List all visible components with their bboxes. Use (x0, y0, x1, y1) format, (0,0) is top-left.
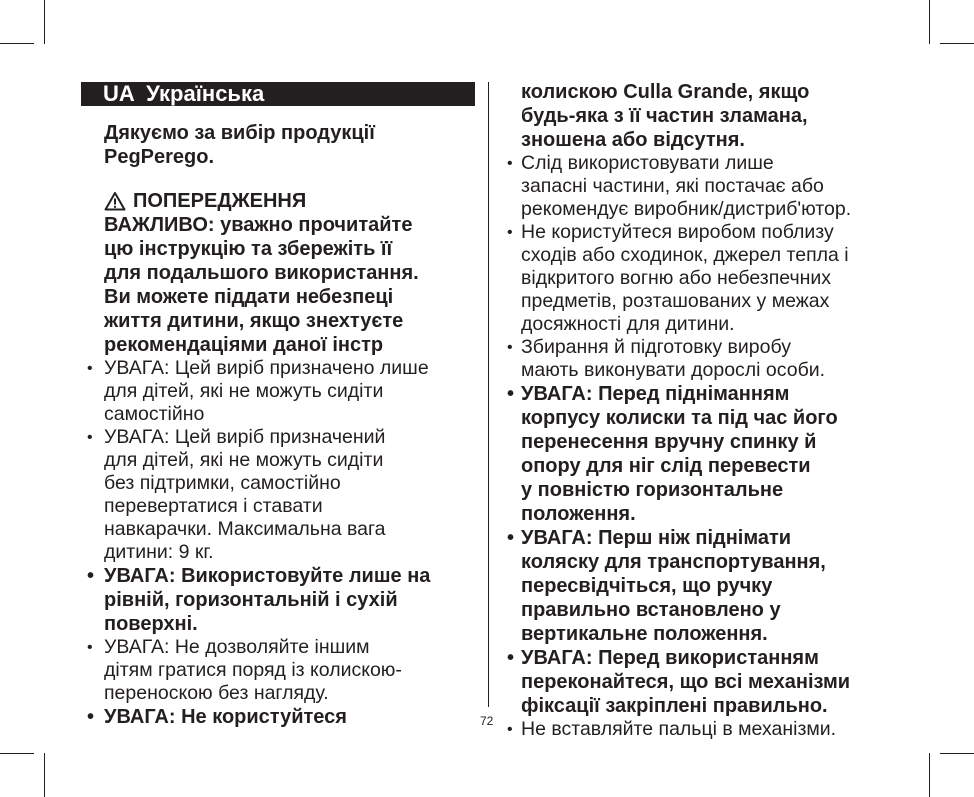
warning-heading (83, 189, 475, 213)
list-item (507, 336, 897, 382)
bullet: • (507, 155, 513, 172)
list-item (507, 152, 897, 221)
crop-mark-bottom-left-h (0, 753, 34, 754)
list-item-text: УВАГА: Не користуйтеся (104, 706, 347, 728)
crop-mark-bottom-left-v (44, 753, 45, 797)
language-header (81, 82, 475, 106)
list-item-text: УВАГА: Перед використанням переконайтеся, що всі механізми фіксації закріплені правильно. (521, 647, 851, 717)
list-item-text: УВАГА: Перед підніманням корпусу колиски та під час його перенесення вручну спинку й опору для ніг слід перевести у повністю горизонтальне положення. (521, 383, 838, 525)
list-item-text: УВАГА: Перш ніж піднімати коляску для транспортування, пересвідчіться, що ручку правильно встановлено у вертикальне положення. (521, 527, 826, 645)
list-item-text: Слід використовувати лише запасні частини, які постачає або рекомендує виробник/дистриб'ютор. (521, 152, 852, 220)
warning-intro: ВАЖЛИВО: уважно прочитайте цю інструкцію та збережіть її для подальшого використання. Ви можете піддати небезпеці життя дитини, якщо знехтуєте рекомендаціями даної інстр (104, 214, 419, 356)
warning-title: ПОПЕРЕДЖЕННЯ (133, 190, 307, 212)
bullet: • (87, 639, 93, 656)
page-number: 72 (480, 714, 494, 728)
crop-mark-top-right-h (940, 43, 974, 44)
language-header-label: UA Українська (103, 81, 265, 106)
left-column (83, 121, 475, 729)
list-item (507, 646, 897, 718)
list-item-text: УВАГА: Використовуйте лише на рівній, горизонтальній і сухій поверхні. (104, 565, 431, 635)
list-item (83, 357, 475, 426)
continued-warning-text: колискою Culla Grande, якщо будь-яка з її частин зламана, зношена або відсутня. (521, 81, 810, 151)
column-divider (488, 82, 489, 707)
list-item (83, 636, 475, 705)
list-item-text: УВАГА: Не дозволяйте іншим дітям гратися поряд із колискою- переноскою без нагляду. (104, 636, 402, 704)
bullet: • (87, 429, 93, 446)
list-item (507, 221, 897, 336)
crop-mark-top-left-v (44, 0, 45, 44)
list-item (83, 564, 475, 636)
bullet: • (507, 647, 515, 669)
thanks-text: Дякуємо за вибір продукції PegPerego. (104, 122, 375, 168)
list-item-text: Не користуйтеся виробом поблизу сходів або сходинок, джерел тепла і відкритого вогню або небезпечних предметів, розташованих у межах досяжності для дитини. (521, 221, 849, 335)
warning-triangle-icon (104, 191, 126, 211)
list-item (83, 705, 475, 729)
crop-mark-bottom-right-v (929, 753, 930, 797)
bullet: • (87, 706, 95, 728)
bullet: • (507, 527, 515, 549)
crop-mark-bottom-right-h (940, 753, 974, 754)
list-item (83, 426, 475, 564)
crop-mark-top-right-v (929, 0, 930, 44)
list-item (507, 526, 897, 646)
list-item-text: Не вставляйте пальці в механізми. (521, 718, 837, 740)
bullet: • (87, 565, 95, 587)
bullet: • (507, 339, 513, 356)
list-item-text: УВАГА: Цей виріб призначений для дітей, які не можуть сидіти без підтримки, самостійно перевертатися і ставати навкарачки. Максимальна вага дитини: 9 кг. (104, 426, 386, 563)
bullet: • (87, 360, 93, 377)
bullet: • (507, 721, 513, 738)
crop-mark-top-left-h (0, 43, 34, 44)
list-item (507, 718, 897, 741)
list-item-text: Збирання й підготовку виробу мають виконувати дорослі особи. (521, 336, 826, 381)
list-item-text: УВАГА: Цей виріб призначено лише для дітей, які не можуть сидіти самостійно (104, 357, 429, 425)
right-column (507, 80, 897, 741)
bullet: • (507, 383, 515, 405)
bullet: • (507, 224, 513, 241)
list-item (507, 382, 897, 526)
